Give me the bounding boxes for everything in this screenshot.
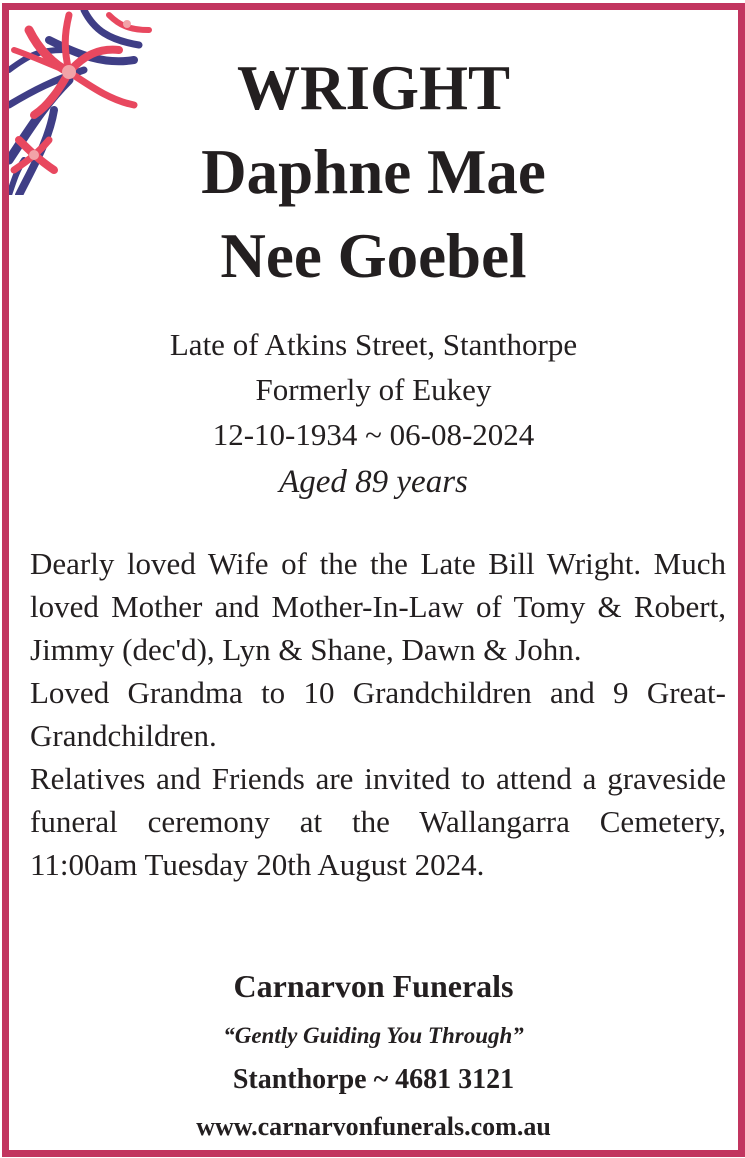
maiden-name: Nee Goebel — [220, 221, 527, 291]
funeral-home-block — [9, 957, 738, 1151]
death-notice — [2, 3, 745, 1157]
funeral-home-name: Carnarvon Funerals — [233, 968, 514, 1004]
family-paragraph: Dearly loved Wife of the the Late Bill Wright. Much loved Mother and Mother-In-Law of Tomy & Robert, Jimmy (dec'd), Lyn & Shane, Dawn & John. — [30, 546, 726, 667]
age-line: Aged 89 years — [279, 464, 468, 500]
formerly-line: Formerly of Eukey — [255, 372, 492, 407]
notice-body — [30, 542, 726, 886]
surname: WRIGHT — [236, 53, 511, 123]
deceased-name-block — [9, 46, 738, 298]
details-block — [9, 322, 738, 507]
grandchildren-paragraph: Loved Grandma to 10 Grandchildren and 9 Great-Grandchildren. — [30, 675, 726, 753]
given-names: Daphne Mae — [201, 137, 546, 207]
funeral-home-website: www.carnarvonfunerals.com.au — [196, 1112, 551, 1141]
residence-line: Late of Atkins Street, Stanthorpe — [169, 327, 578, 362]
funeral-home-phone: Stanthorpe ~ 4681 3121 — [232, 1064, 515, 1095]
dates-line: 12-10-1934 ~ 06-08-2024 — [212, 417, 535, 452]
funeral-details-paragraph: Relatives and Friends are invited to attend a graveside funeral ceremony at the Wallangarra Cemetery, 11:00am Tuesday 20th August 2024. — [30, 761, 726, 882]
funeral-home-motto: “Gently Guiding You Through” — [223, 1023, 524, 1048]
